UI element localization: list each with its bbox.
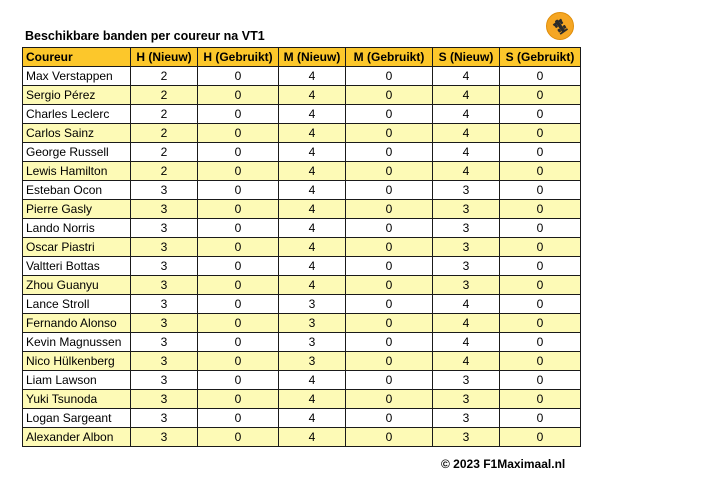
s-gebruikt-cell: 0: [500, 67, 581, 86]
table-row: [23, 257, 581, 276]
driver-name-cell: Alexander Albon: [23, 428, 131, 447]
m-nieuw-cell: 3: [279, 295, 346, 314]
m-nieuw-cell: 4: [279, 257, 346, 276]
s-gebruikt-cell: 0: [500, 295, 581, 314]
tyre-table: [22, 47, 581, 447]
m-nieuw-cell: 4: [279, 371, 346, 390]
f1-car-icon: [546, 12, 574, 40]
m-gebruikt-cell: 0: [346, 257, 433, 276]
driver-name-cell: Zhou Guanyu: [23, 276, 131, 295]
m-nieuw-cell: 4: [279, 181, 346, 200]
m-gebruikt-cell: 0: [346, 352, 433, 371]
m-nieuw-cell: 3: [279, 314, 346, 333]
h-nieuw-cell: 3: [131, 428, 198, 447]
table-title: Beschikbare banden per coureur na VT1: [25, 29, 265, 43]
s-nieuw-cell: 4: [433, 67, 500, 86]
driver-name-cell: Lewis Hamilton: [23, 162, 131, 181]
table-row: [23, 390, 581, 409]
m-gebruikt-cell: 0: [346, 200, 433, 219]
h-gebruikt-cell: 0: [198, 314, 279, 333]
m-gebruikt-cell: 0: [346, 143, 433, 162]
h-nieuw-cell: 2: [131, 143, 198, 162]
m-gebruikt-cell: 0: [346, 162, 433, 181]
h-gebruikt-cell: 0: [198, 162, 279, 181]
h-gebruikt-cell: 0: [198, 124, 279, 143]
s-gebruikt-cell: 0: [500, 257, 581, 276]
table-row: [23, 162, 581, 181]
table-row: [23, 295, 581, 314]
table-row: [23, 314, 581, 333]
table-row: [23, 276, 581, 295]
table-row: [23, 371, 581, 390]
header-m-nieuw: M (Nieuw): [279, 48, 346, 67]
h-gebruikt-cell: 0: [198, 67, 279, 86]
h-gebruikt-cell: 0: [198, 276, 279, 295]
driver-name-cell: Carlos Sainz: [23, 124, 131, 143]
m-nieuw-cell: 4: [279, 67, 346, 86]
driver-name-cell: Logan Sargeant: [23, 409, 131, 428]
m-nieuw-cell: 4: [279, 428, 346, 447]
m-gebruikt-cell: 0: [346, 333, 433, 352]
h-gebruikt-cell: 0: [198, 219, 279, 238]
s-nieuw-cell: 3: [433, 390, 500, 409]
h-nieuw-cell: 3: [131, 238, 198, 257]
m-gebruikt-cell: 0: [346, 67, 433, 86]
m-nieuw-cell: 4: [279, 409, 346, 428]
driver-name-cell: Nico Hülkenberg: [23, 352, 131, 371]
s-nieuw-cell: 4: [433, 295, 500, 314]
table-row: [23, 143, 581, 162]
driver-name-cell: Yuki Tsunoda: [23, 390, 131, 409]
header-h-nieuw: H (Nieuw): [131, 48, 198, 67]
header-h-gebruikt: H (Gebruikt): [198, 48, 279, 67]
h-nieuw-cell: 2: [131, 162, 198, 181]
driver-name-cell: Valtteri Bottas: [23, 257, 131, 276]
h-nieuw-cell: 3: [131, 200, 198, 219]
table-row: [23, 333, 581, 352]
h-gebruikt-cell: 0: [198, 181, 279, 200]
driver-name-cell: George Russell: [23, 143, 131, 162]
h-gebruikt-cell: 0: [198, 105, 279, 124]
h-nieuw-cell: 3: [131, 390, 198, 409]
m-gebruikt-cell: 0: [346, 238, 433, 257]
m-gebruikt-cell: 0: [346, 371, 433, 390]
s-gebruikt-cell: 0: [500, 219, 581, 238]
h-nieuw-cell: 2: [131, 105, 198, 124]
h-nieuw-cell: 3: [131, 276, 198, 295]
driver-name-cell: Oscar Piastri: [23, 238, 131, 257]
s-gebruikt-cell: 0: [500, 276, 581, 295]
h-gebruikt-cell: 0: [198, 200, 279, 219]
table-row: [23, 238, 581, 257]
h-nieuw-cell: 3: [131, 219, 198, 238]
s-gebruikt-cell: 0: [500, 371, 581, 390]
h-gebruikt-cell: 0: [198, 352, 279, 371]
h-gebruikt-cell: 0: [198, 86, 279, 105]
s-nieuw-cell: 3: [433, 219, 500, 238]
table-row: [23, 428, 581, 447]
h-gebruikt-cell: 0: [198, 371, 279, 390]
s-gebruikt-cell: 0: [500, 86, 581, 105]
m-gebruikt-cell: 0: [346, 219, 433, 238]
s-gebruikt-cell: 0: [500, 390, 581, 409]
s-nieuw-cell: 4: [433, 314, 500, 333]
m-gebruikt-cell: 0: [346, 428, 433, 447]
m-gebruikt-cell: 0: [346, 314, 433, 333]
table-row: [23, 67, 581, 86]
s-gebruikt-cell: 0: [500, 352, 581, 371]
s-nieuw-cell: 4: [433, 105, 500, 124]
m-nieuw-cell: 4: [279, 238, 346, 257]
s-nieuw-cell: 3: [433, 371, 500, 390]
h-nieuw-cell: 3: [131, 371, 198, 390]
table-row: [23, 409, 581, 428]
driver-name-cell: Liam Lawson: [23, 371, 131, 390]
h-gebruikt-cell: 0: [198, 238, 279, 257]
s-gebruikt-cell: 0: [500, 409, 581, 428]
m-gebruikt-cell: 0: [346, 86, 433, 105]
h-nieuw-cell: 2: [131, 67, 198, 86]
header-s-gebruikt: S (Gebruikt): [500, 48, 581, 67]
m-nieuw-cell: 4: [279, 200, 346, 219]
h-gebruikt-cell: 0: [198, 295, 279, 314]
s-nieuw-cell: 3: [433, 428, 500, 447]
m-nieuw-cell: 4: [279, 276, 346, 295]
m-nieuw-cell: 3: [279, 352, 346, 371]
s-gebruikt-cell: 0: [500, 105, 581, 124]
s-nieuw-cell: 4: [433, 333, 500, 352]
s-nieuw-cell: 3: [433, 181, 500, 200]
s-nieuw-cell: 4: [433, 162, 500, 181]
table-row: [23, 124, 581, 143]
h-gebruikt-cell: 0: [198, 428, 279, 447]
table-row: [23, 105, 581, 124]
s-nieuw-cell: 4: [433, 352, 500, 371]
table-row: [23, 181, 581, 200]
table-row: [23, 352, 581, 371]
m-nieuw-cell: 4: [279, 105, 346, 124]
h-gebruikt-cell: 0: [198, 333, 279, 352]
s-nieuw-cell: 3: [433, 409, 500, 428]
h-gebruikt-cell: 0: [198, 409, 279, 428]
m-nieuw-cell: 4: [279, 124, 346, 143]
s-gebruikt-cell: 0: [500, 333, 581, 352]
h-nieuw-cell: 2: [131, 124, 198, 143]
m-gebruikt-cell: 0: [346, 181, 433, 200]
driver-name-cell: Fernando Alonso: [23, 314, 131, 333]
driver-name-cell: Max Verstappen: [23, 67, 131, 86]
s-nieuw-cell: 3: [433, 200, 500, 219]
m-gebruikt-cell: 0: [346, 276, 433, 295]
s-nieuw-cell: 4: [433, 124, 500, 143]
m-gebruikt-cell: 0: [346, 105, 433, 124]
driver-name-cell: Sergio Pérez: [23, 86, 131, 105]
table-header-row: [23, 48, 581, 67]
h-gebruikt-cell: 0: [198, 257, 279, 276]
table-row: [23, 219, 581, 238]
s-gebruikt-cell: 0: [500, 200, 581, 219]
copyright-notice: © 2023 F1Maximaal.nl: [441, 457, 566, 471]
driver-name-cell: Charles Leclerc: [23, 105, 131, 124]
s-gebruikt-cell: 0: [500, 314, 581, 333]
h-nieuw-cell: 3: [131, 352, 198, 371]
s-gebruikt-cell: 0: [500, 238, 581, 257]
m-gebruikt-cell: 0: [346, 409, 433, 428]
table-row: [23, 86, 581, 105]
s-nieuw-cell: 3: [433, 276, 500, 295]
header-s-nieuw: S (Nieuw): [433, 48, 500, 67]
h-nieuw-cell: 3: [131, 314, 198, 333]
h-gebruikt-cell: 0: [198, 143, 279, 162]
h-gebruikt-cell: 0: [198, 390, 279, 409]
h-nieuw-cell: 3: [131, 295, 198, 314]
h-nieuw-cell: 3: [131, 257, 198, 276]
s-gebruikt-cell: 0: [500, 428, 581, 447]
s-nieuw-cell: 4: [433, 86, 500, 105]
h-nieuw-cell: 2: [131, 86, 198, 105]
table-row: [23, 200, 581, 219]
s-gebruikt-cell: 0: [500, 143, 581, 162]
driver-name-cell: Kevin Magnussen: [23, 333, 131, 352]
m-nieuw-cell: 3: [279, 333, 346, 352]
driver-name-cell: Pierre Gasly: [23, 200, 131, 219]
s-gebruikt-cell: 0: [500, 162, 581, 181]
m-gebruikt-cell: 0: [346, 390, 433, 409]
m-nieuw-cell: 4: [279, 86, 346, 105]
driver-name-cell: Esteban Ocon: [23, 181, 131, 200]
m-gebruikt-cell: 0: [346, 295, 433, 314]
s-gebruikt-cell: 0: [500, 124, 581, 143]
s-gebruikt-cell: 0: [500, 181, 581, 200]
m-nieuw-cell: 4: [279, 219, 346, 238]
h-nieuw-cell: 3: [131, 333, 198, 352]
h-nieuw-cell: 3: [131, 409, 198, 428]
m-nieuw-cell: 4: [279, 162, 346, 181]
h-nieuw-cell: 3: [131, 181, 198, 200]
s-nieuw-cell: 4: [433, 143, 500, 162]
header-coureur: Coureur: [23, 48, 131, 67]
m-nieuw-cell: 4: [279, 390, 346, 409]
driver-name-cell: Lando Norris: [23, 219, 131, 238]
m-gebruikt-cell: 0: [346, 124, 433, 143]
s-nieuw-cell: 3: [433, 257, 500, 276]
m-nieuw-cell: 4: [279, 143, 346, 162]
driver-name-cell: Lance Stroll: [23, 295, 131, 314]
header-m-gebruikt: M (Gebruikt): [346, 48, 433, 67]
s-nieuw-cell: 3: [433, 238, 500, 257]
